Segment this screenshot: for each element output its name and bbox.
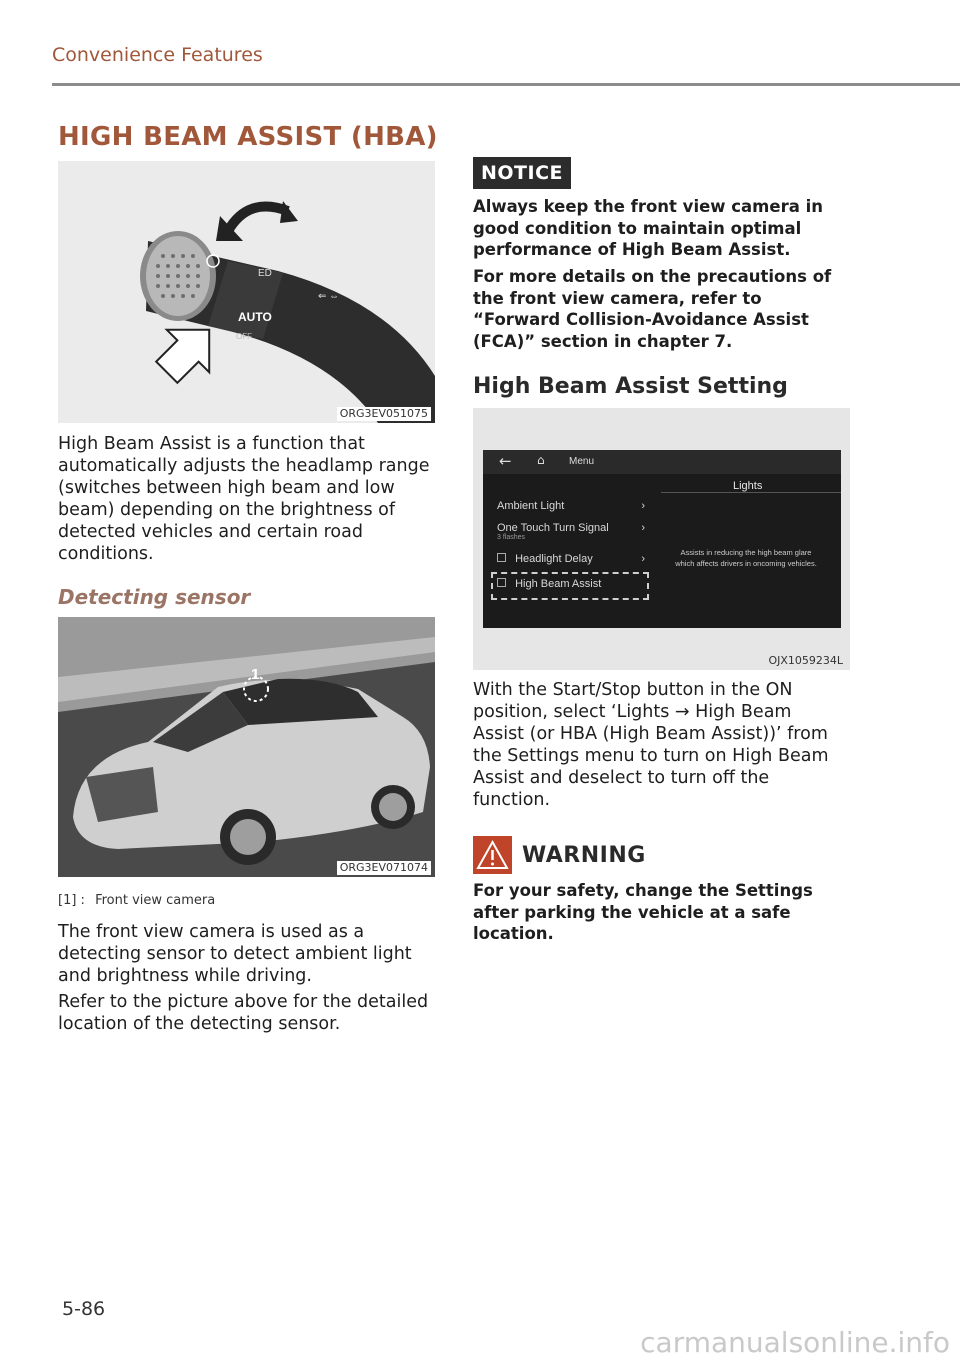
home-icon[interactable]: ⌂ [537,453,545,467]
watermark: carmanualsonline.info [640,1326,950,1359]
header-divider [52,83,960,86]
chevron-right-icon: › [641,522,645,534]
back-arrow-icon[interactable]: ← [499,452,512,470]
car-camera-figure [58,617,435,877]
headlamp-lever-figure [58,161,435,423]
menu-title: Menu [569,456,595,467]
chevron-right-icon: › [641,500,645,512]
menu-item-high-beam-assist[interactable] [497,578,645,590]
headlamp-lever-illustration [58,161,435,423]
menu-item-label: High Beam Assist [515,578,602,590]
notice-badge: NOTICE [473,157,571,189]
svg-text:⇐ ⇔: ⇐ ⇔ [318,291,340,302]
warning-text: For your safety, change the Settings after parking the vehicle at a safe location. [473,881,813,943]
off-label: OFF [236,332,252,341]
checkbox-icon[interactable] [497,578,506,587]
intro-paragraph: High Beam Assist is a function that automatically adjusts the headlamp range (switches between high beam and low beam) depending on the brightness of detected vehicles and certain road conditions. [58,434,430,564]
warning-icon [473,836,512,874]
checkbox-icon[interactable] [497,553,506,562]
page-number: 5-86 [62,1298,106,1320]
setting-paragraph: With the Start/Stop button in the ON position, select ‘Lights → High Beam Assist (or HBA (High Beam Assist))’ from the Settings menu to turn on High Beam Assist and deselect to turn off the function. [473,680,829,810]
screen-top-bar [483,450,841,474]
settings-screen [483,450,841,628]
car-illustration [58,617,435,877]
settings-screen-figure [473,408,850,670]
menu-item-label: One Touch Turn Signal [497,522,609,534]
figure-code: ORG3EV051075 [337,407,431,421]
page-title: HIGH BEAM ASSIST (HBA) [58,122,438,152]
camera-marker: 1 [251,666,260,683]
figure-caption [58,893,215,908]
panel-divider [661,492,841,493]
setting-heading: High Beam Assist Setting [473,374,788,399]
figure-code: OJX1059234L [768,654,843,667]
chevron-right-icon: › [641,553,645,565]
notice-paragraph-2: For more details on the precautions of the front view camera, refer to “Forward Collision-Avoidance Assist (FCA)” section in chapter 7. [473,267,832,351]
detecting-sensor-heading: Detecting sensor [58,585,251,609]
menu-item-one-touch-turn-signal[interactable] [497,522,645,541]
notice-paragraph-1: Always keep the front view camera in good condition to maintain optimal performance of High Beam Assist. [473,197,823,259]
caption-value: Front view camera [95,893,216,908]
svg-text:ED: ED [258,268,272,279]
warning-label: WARNING [522,842,646,868]
detecting-paragraph-2: Refer to the picture above for the detailed location of the detecting sensor. [58,992,429,1034]
auto-label: AUTO [238,310,272,324]
section-header: Convenience Features [52,44,263,66]
menu-item-label: Headlight Delay [515,553,593,565]
hba-description: Assists in reducing the high beam glare which affects drivers in oncoming vehicles. [675,548,817,568]
menu-item-headlight-delay[interactable] [497,553,645,565]
lights-panel-title: Lights [733,480,763,492]
detecting-paragraph-1: The front view camera is used as a detecting sensor to detect ambient light and brightness while driving. [58,922,412,986]
caption-key: [1] : [58,893,85,908]
menu-item-sub: 3 flashes [497,534,526,541]
warning-heading [473,836,646,874]
menu-item-ambient-light[interactable] [497,500,645,512]
figure-code: ORG3EV071074 [337,861,431,875]
menu-item-label: Ambient Light [497,500,565,512]
